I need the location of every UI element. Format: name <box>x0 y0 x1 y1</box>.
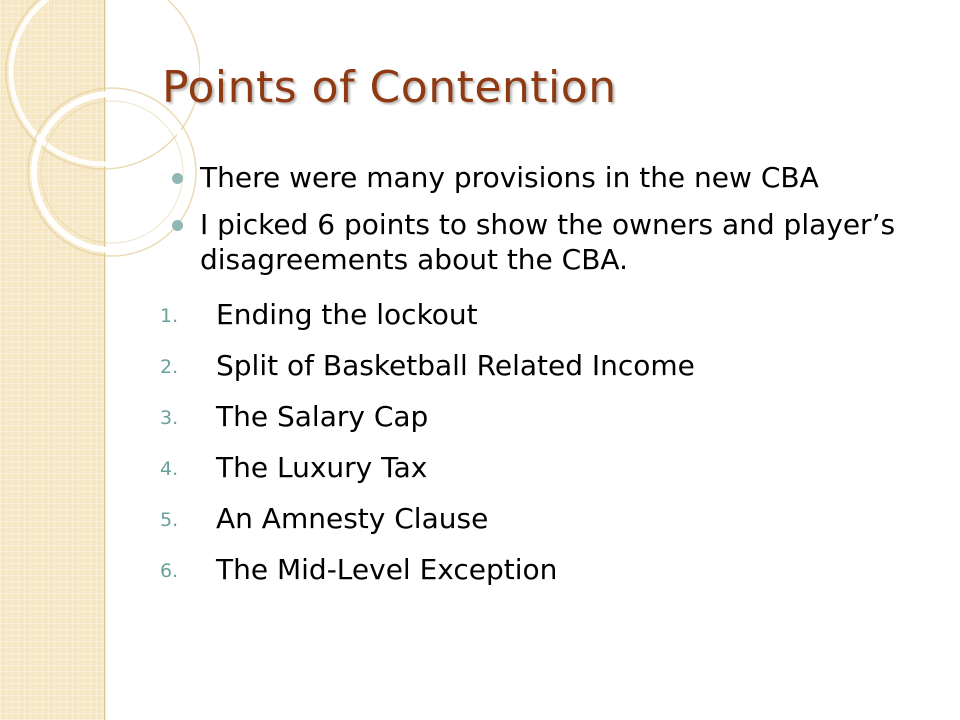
slide-content <box>160 160 920 587</box>
item-text: The Salary Cap <box>216 400 429 433</box>
bullet-item <box>160 207 920 277</box>
bullet-dot-icon <box>172 173 183 184</box>
item-number: 6. <box>160 560 179 582</box>
item-text: Split of Basketball Related Income <box>216 349 695 382</box>
item-number: 4. <box>160 458 179 480</box>
item-number: 3. <box>160 407 179 429</box>
item-number: 5. <box>160 509 179 531</box>
numbered-list <box>160 297 920 587</box>
numbered-item <box>160 501 920 536</box>
item-text: The Luxury Tax <box>216 451 428 484</box>
numbered-item <box>160 297 920 332</box>
slide-title: Points of Contention <box>162 62 617 113</box>
bullet-item <box>160 160 920 195</box>
bullet-text: I picked 6 points to show the owners and player’s disagreements about the CBA. <box>200 208 896 276</box>
numbered-item <box>160 450 920 485</box>
bullet-text: There were many provisions in the new CBA <box>200 161 819 194</box>
item-text: Ending the lockout <box>216 298 478 331</box>
item-number: 1. <box>160 305 179 327</box>
bullet-dot-icon <box>172 220 183 231</box>
numbered-item <box>160 552 920 587</box>
item-number: 2. <box>160 356 179 378</box>
item-text: An Amnesty Clause <box>216 502 489 535</box>
numbered-item <box>160 399 920 434</box>
item-text: The Mid-Level Exception <box>216 553 558 586</box>
numbered-item <box>160 348 920 383</box>
